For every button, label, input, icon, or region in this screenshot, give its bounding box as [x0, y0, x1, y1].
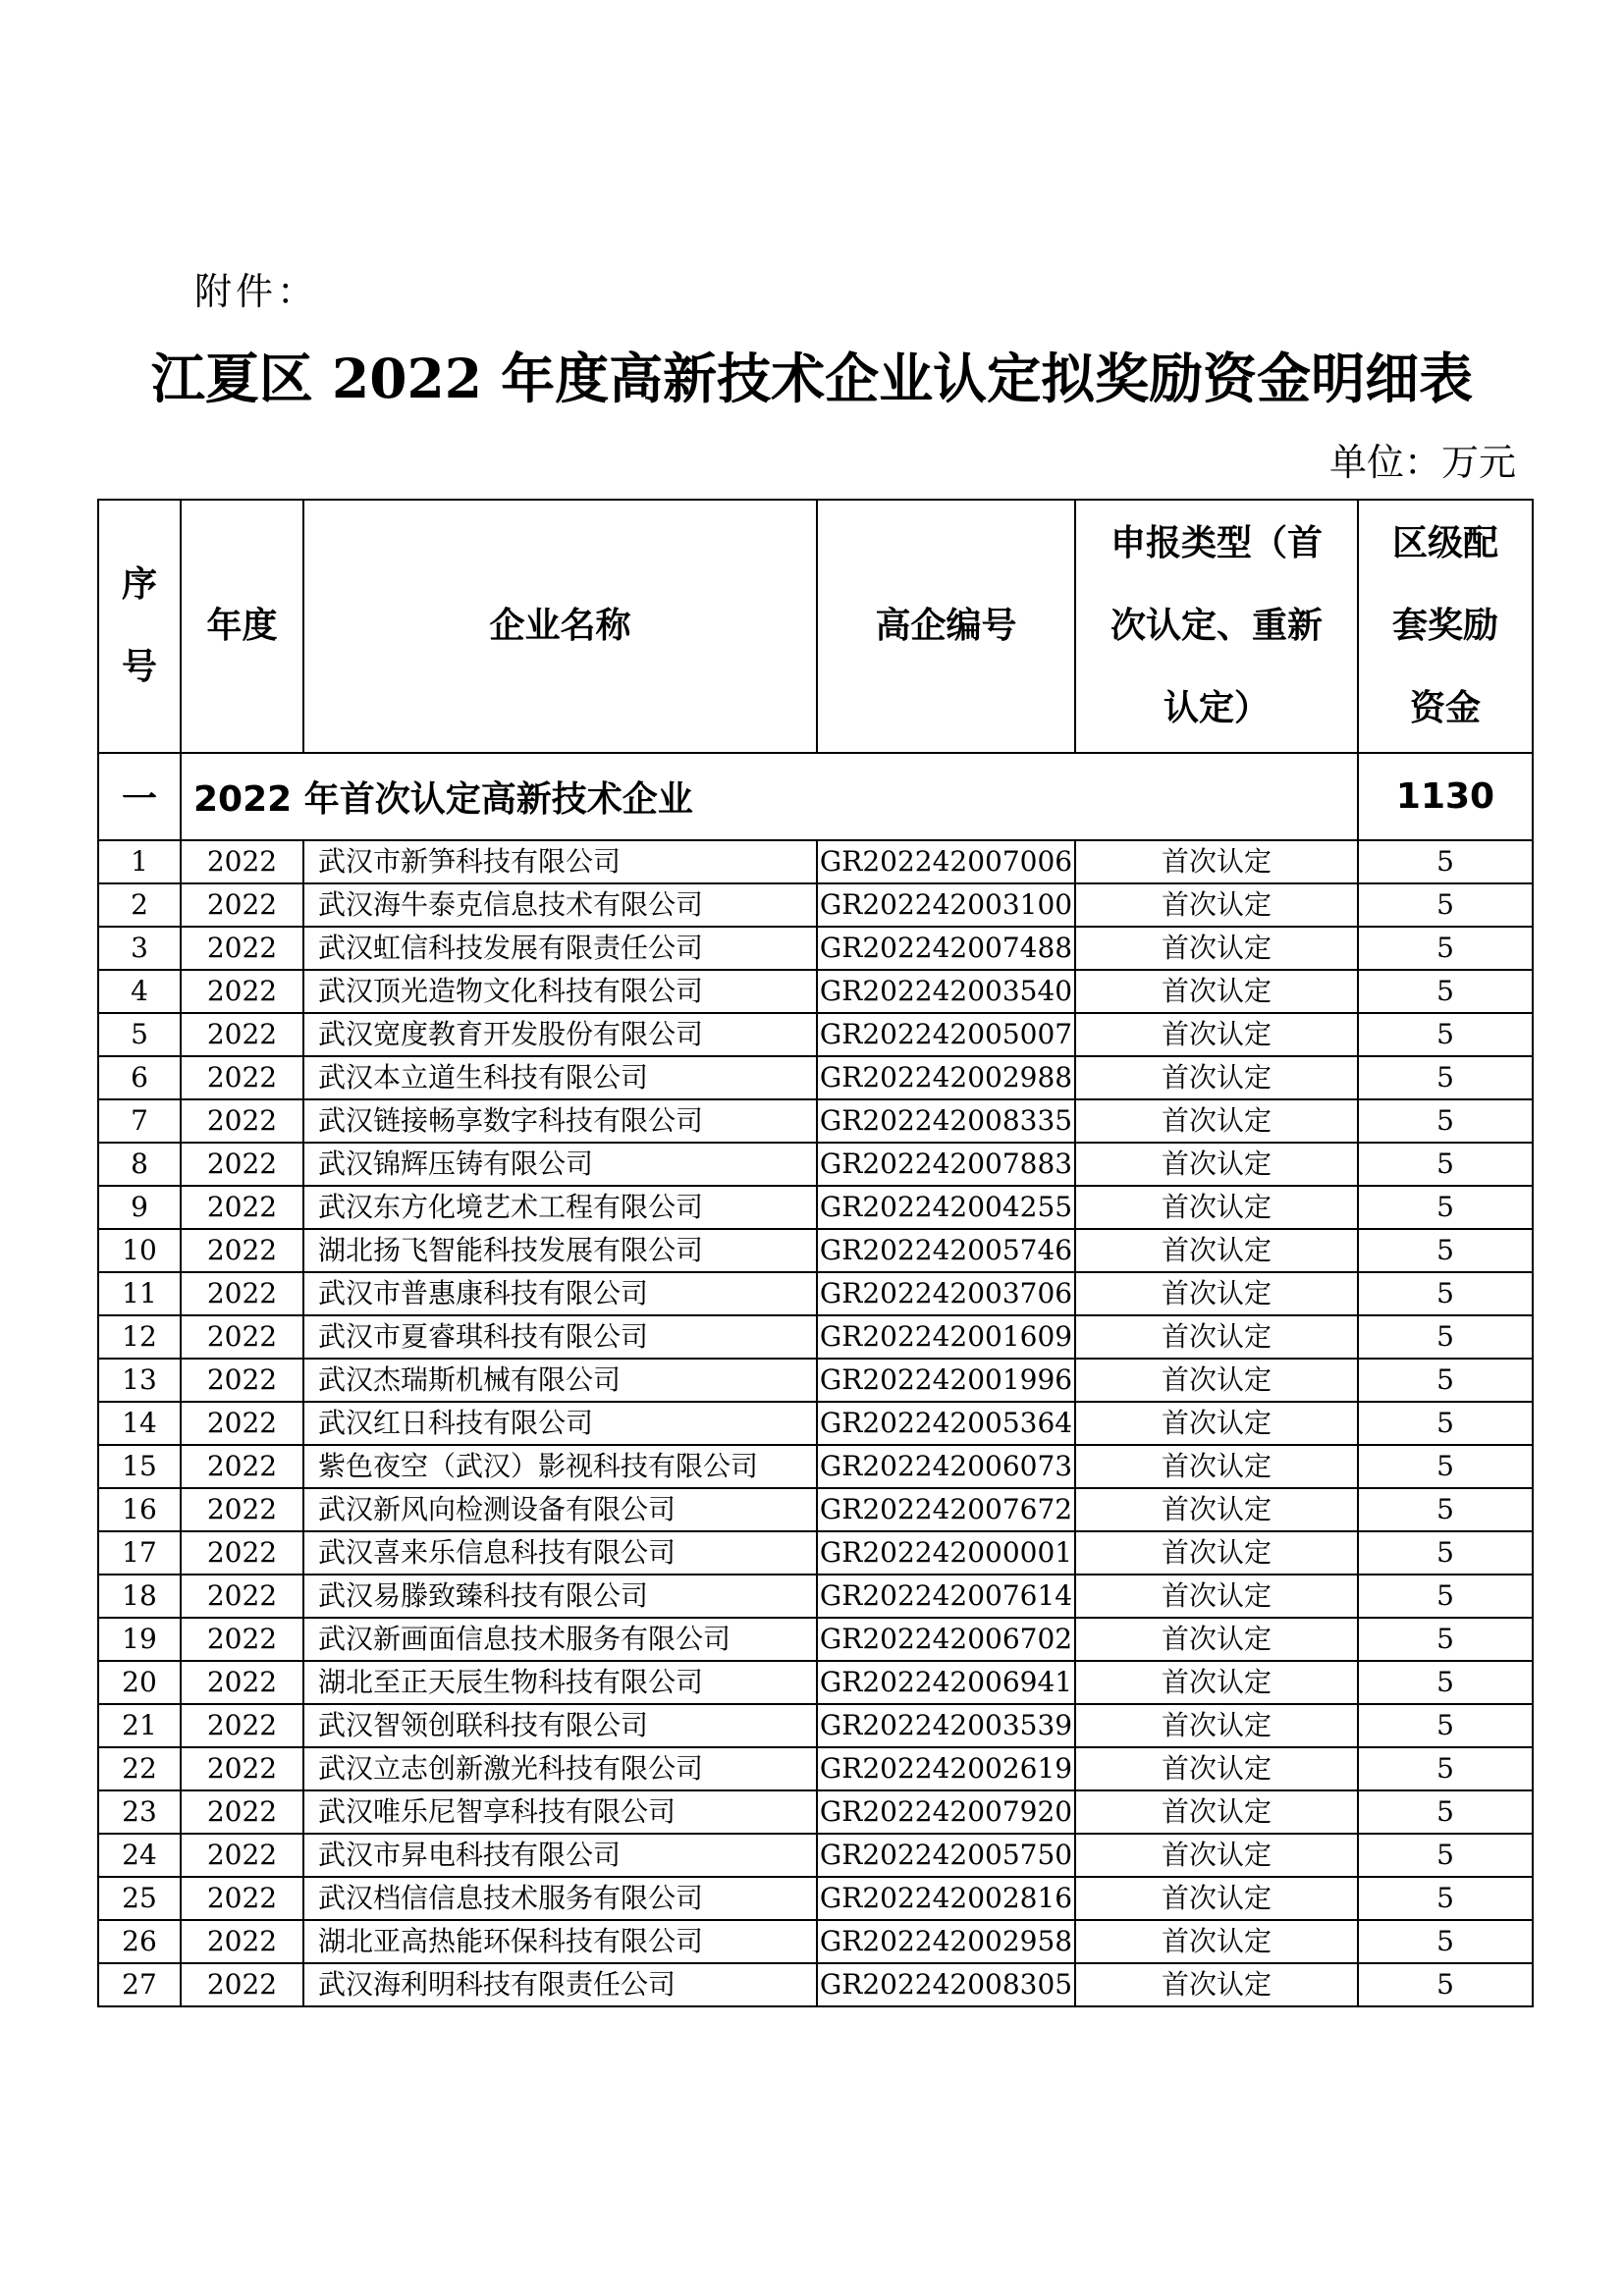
cell-reward: 5: [1358, 1143, 1533, 1186]
cell-code: GR202242005364: [817, 1402, 1075, 1445]
cell-year: 2022: [181, 927, 303, 970]
cell-year: 2022: [181, 1747, 303, 1790]
reward-table: [97, 499, 1534, 2007]
cell-type: 首次认定: [1075, 927, 1358, 970]
table-row: [98, 1359, 1533, 1402]
cell-type: 首次认定: [1075, 1445, 1358, 1488]
cell-reward: 5: [1358, 883, 1533, 927]
cell-company: 武汉新画面信息技术服务有限公司: [303, 1618, 817, 1661]
attachment-label: 附件：: [194, 270, 319, 313]
header-year: 年度: [181, 500, 303, 753]
table-row: [98, 1704, 1533, 1747]
cell-reward: 5: [1358, 1099, 1533, 1143]
cell-code: GR202242007672: [817, 1488, 1075, 1531]
cell-company: 武汉海牛泰克信息技术有限公司: [303, 883, 817, 927]
table-row: [98, 1229, 1533, 1272]
cell-seq: 4: [98, 970, 181, 1013]
section-index: 一: [98, 753, 181, 840]
cell-company: 武汉市普惠康科技有限公司: [303, 1272, 817, 1315]
cell-type: 首次认定: [1075, 1834, 1358, 1877]
cell-reward: 5: [1358, 1661, 1533, 1704]
cell-type: 首次认定: [1075, 1359, 1358, 1402]
cell-code: GR202242006702: [817, 1618, 1075, 1661]
cell-type: 首次认定: [1075, 1920, 1358, 1963]
table-row: [98, 1143, 1533, 1186]
cell-code: GR202242003539: [817, 1704, 1075, 1747]
cell-company: 湖北亚高热能环保科技有限公司: [303, 1920, 817, 1963]
table-row: [98, 1790, 1533, 1834]
cell-seq: 27: [98, 1963, 181, 2006]
section-row: [98, 753, 1533, 840]
cell-seq: 20: [98, 1661, 181, 1704]
table-row: [98, 1488, 1533, 1531]
cell-code: GR202242002816: [817, 1877, 1075, 1920]
cell-reward: 5: [1358, 1445, 1533, 1488]
cell-year: 2022: [181, 840, 303, 883]
cell-year: 2022: [181, 1575, 303, 1618]
cell-year: 2022: [181, 1315, 303, 1359]
cell-type: 首次认定: [1075, 1877, 1358, 1920]
cell-seq: 12: [98, 1315, 181, 1359]
table-row: [98, 1531, 1533, 1575]
cell-type: 首次认定: [1075, 1013, 1358, 1056]
cell-reward: 5: [1358, 1359, 1533, 1402]
cell-company: 湖北扬飞智能科技发展有限公司: [303, 1229, 817, 1272]
cell-year: 2022: [181, 1531, 303, 1575]
cell-year: 2022: [181, 1143, 303, 1186]
cell-type: 首次认定: [1075, 1143, 1358, 1186]
cell-reward: 5: [1358, 1963, 1533, 2006]
cell-seq: 11: [98, 1272, 181, 1315]
cell-company: 武汉唯乐尼智享科技有限公司: [303, 1790, 817, 1834]
cell-reward: 5: [1358, 1315, 1533, 1359]
header-reward: 区级配套奖励资金: [1358, 500, 1533, 753]
cell-code: GR202242001996: [817, 1359, 1075, 1402]
cell-type: 首次认定: [1075, 1229, 1358, 1272]
cell-year: 2022: [181, 1920, 303, 1963]
cell-code: GR202242005007: [817, 1013, 1075, 1056]
cell-code: GR202242006073: [817, 1445, 1075, 1488]
cell-seq: 23: [98, 1790, 181, 1834]
cell-year: 2022: [181, 1661, 303, 1704]
cell-seq: 13: [98, 1359, 181, 1402]
table-row: [98, 1056, 1533, 1099]
cell-type: 首次认定: [1075, 883, 1358, 927]
cell-seq: 24: [98, 1834, 181, 1877]
cell-year: 2022: [181, 1488, 303, 1531]
cell-company: 武汉市新笋科技有限公司: [303, 840, 817, 883]
cell-code: GR202242007614: [817, 1575, 1075, 1618]
section-title: 2022 年首次认定高新技术企业: [181, 753, 1358, 840]
table-row: [98, 1618, 1533, 1661]
cell-reward: 5: [1358, 1272, 1533, 1315]
table-row: [98, 1445, 1533, 1488]
cell-type: 首次认定: [1075, 1402, 1358, 1445]
table-row: [98, 1747, 1533, 1790]
cell-type: 首次认定: [1075, 1186, 1358, 1229]
cell-reward: 5: [1358, 1402, 1533, 1445]
table-row: [98, 840, 1533, 883]
cell-seq: 3: [98, 927, 181, 970]
cell-company: 武汉虹信科技发展有限责任公司: [303, 927, 817, 970]
cell-company: 武汉东方化境艺术工程有限公司: [303, 1186, 817, 1229]
cell-reward: 5: [1358, 1488, 1533, 1531]
cell-seq: 5: [98, 1013, 181, 1056]
cell-company: 武汉顶光造物文化科技有限公司: [303, 970, 817, 1013]
cell-code: GR202242002958: [817, 1920, 1075, 1963]
cell-reward: 5: [1358, 1747, 1533, 1790]
cell-reward: 5: [1358, 1013, 1533, 1056]
cell-code: GR202242007883: [817, 1143, 1075, 1186]
cell-year: 2022: [181, 1963, 303, 2006]
cell-year: 2022: [181, 1229, 303, 1272]
cell-reward: 5: [1358, 927, 1533, 970]
cell-seq: 25: [98, 1877, 181, 1920]
cell-company: 武汉易滕致臻科技有限公司: [303, 1575, 817, 1618]
table-row: [98, 1920, 1533, 1963]
header-code: 高企编号: [817, 500, 1075, 753]
cell-seq: 19: [98, 1618, 181, 1661]
cell-company: 武汉本立道生科技有限公司: [303, 1056, 817, 1099]
cell-type: 首次认定: [1075, 970, 1358, 1013]
cell-code: GR202242007488: [817, 927, 1075, 970]
table-row: [98, 883, 1533, 927]
cell-year: 2022: [181, 1099, 303, 1143]
cell-company: 武汉红日科技有限公司: [303, 1402, 817, 1445]
cell-year: 2022: [181, 1402, 303, 1445]
cell-code: GR202242001609: [817, 1315, 1075, 1359]
table-row: [98, 1099, 1533, 1143]
cell-company: 武汉智领创联科技有限公司: [303, 1704, 817, 1747]
header-type: 申报类型（首次认定、重新认定）: [1075, 500, 1358, 753]
cell-type: 首次认定: [1075, 1618, 1358, 1661]
cell-type: 首次认定: [1075, 1963, 1358, 2006]
cell-code: GR202242003706: [817, 1272, 1075, 1315]
cell-company: 武汉锦辉压铸有限公司: [303, 1143, 817, 1186]
cell-seq: 2: [98, 883, 181, 927]
cell-year: 2022: [181, 1618, 303, 1661]
cell-type: 首次认定: [1075, 1315, 1358, 1359]
cell-code: GR202242005746: [817, 1229, 1075, 1272]
cell-seq: 14: [98, 1402, 181, 1445]
cell-year: 2022: [181, 1272, 303, 1315]
cell-code: GR202242005750: [817, 1834, 1075, 1877]
cell-code: GR202242008335: [817, 1099, 1075, 1143]
cell-reward: 5: [1358, 1056, 1533, 1099]
table-header-row: [98, 500, 1533, 753]
header-seq: 序号: [98, 500, 181, 753]
cell-year: 2022: [181, 970, 303, 1013]
table-row: [98, 1877, 1533, 1920]
cell-seq: 18: [98, 1575, 181, 1618]
cell-type: 首次认定: [1075, 1747, 1358, 1790]
cell-year: 2022: [181, 1834, 303, 1877]
cell-reward: 5: [1358, 1229, 1533, 1272]
cell-year: 2022: [181, 1359, 303, 1402]
table-row: [98, 1186, 1533, 1229]
table-row: [98, 970, 1533, 1013]
cell-reward: 5: [1358, 1920, 1533, 1963]
table-row: [98, 927, 1533, 970]
cell-reward: 5: [1358, 1618, 1533, 1661]
cell-type: 首次认定: [1075, 1531, 1358, 1575]
cell-type: 首次认定: [1075, 1790, 1358, 1834]
cell-year: 2022: [181, 1445, 303, 1488]
cell-seq: 26: [98, 1920, 181, 1963]
cell-company: 湖北至正天辰生物科技有限公司: [303, 1661, 817, 1704]
cell-company: 武汉链接畅享数字科技有限公司: [303, 1099, 817, 1143]
table-row: [98, 1315, 1533, 1359]
cell-year: 2022: [181, 1186, 303, 1229]
cell-year: 2022: [181, 1877, 303, 1920]
cell-code: GR202242004255: [817, 1186, 1075, 1229]
cell-seq: 1: [98, 840, 181, 883]
table-row: [98, 1575, 1533, 1618]
section-total: 1130: [1358, 753, 1533, 840]
cell-reward: 5: [1358, 1704, 1533, 1747]
cell-year: 2022: [181, 1790, 303, 1834]
table-row: [98, 1402, 1533, 1445]
cell-code: GR202242007006: [817, 840, 1075, 883]
cell-company: 武汉喜来乐信息科技有限公司: [303, 1531, 817, 1575]
cell-code: GR202242003100: [817, 883, 1075, 927]
cell-seq: 21: [98, 1704, 181, 1747]
cell-type: 首次认定: [1075, 1661, 1358, 1704]
cell-company: 武汉杰瑞斯机械有限公司: [303, 1359, 817, 1402]
cell-code: GR202242002619: [817, 1747, 1075, 1790]
cell-type: 首次认定: [1075, 1099, 1358, 1143]
cell-type: 首次认定: [1075, 1575, 1358, 1618]
document-title: 江夏区 2022 年度高新技术企业认定拟奖励资金明细表: [150, 347, 1474, 410]
unit-label: 单位：万元: [1328, 441, 1516, 484]
cell-reward: 5: [1358, 840, 1533, 883]
table-row: [98, 1013, 1533, 1056]
table-row: [98, 1834, 1533, 1877]
cell-company: 武汉市夏睿琪科技有限公司: [303, 1315, 817, 1359]
cell-seq: 8: [98, 1143, 181, 1186]
cell-company: 紫色夜空（武汉）影视科技有限公司: [303, 1445, 817, 1488]
cell-reward: 5: [1358, 1877, 1533, 1920]
cell-reward: 5: [1358, 970, 1533, 1013]
cell-seq: 6: [98, 1056, 181, 1099]
cell-year: 2022: [181, 1056, 303, 1099]
cell-code: GR202242006941: [817, 1661, 1075, 1704]
cell-year: 2022: [181, 1013, 303, 1056]
cell-company: 武汉市昇电科技有限公司: [303, 1834, 817, 1877]
table-row: [98, 1661, 1533, 1704]
cell-company: 武汉宽度教育开发股份有限公司: [303, 1013, 817, 1056]
cell-code: GR202242000001: [817, 1531, 1075, 1575]
cell-type: 首次认定: [1075, 1704, 1358, 1747]
cell-code: GR202242003540: [817, 970, 1075, 1013]
header-company: 企业名称: [303, 500, 817, 753]
cell-code: GR202242002988: [817, 1056, 1075, 1099]
table-row: [98, 1272, 1533, 1315]
cell-type: 首次认定: [1075, 1272, 1358, 1315]
cell-reward: 5: [1358, 1186, 1533, 1229]
cell-reward: 5: [1358, 1834, 1533, 1877]
cell-company: 武汉档信信息技术服务有限公司: [303, 1877, 817, 1920]
cell-seq: 16: [98, 1488, 181, 1531]
cell-company: 武汉新风向检测设备有限公司: [303, 1488, 817, 1531]
cell-company: 武汉海利明科技有限责任公司: [303, 1963, 817, 2006]
cell-company: 武汉立志创新激光科技有限公司: [303, 1747, 817, 1790]
cell-code: GR202242007920: [817, 1790, 1075, 1834]
cell-type: 首次认定: [1075, 1056, 1358, 1099]
cell-seq: 17: [98, 1531, 181, 1575]
cell-seq: 22: [98, 1747, 181, 1790]
cell-year: 2022: [181, 883, 303, 927]
cell-reward: 5: [1358, 1575, 1533, 1618]
cell-seq: 15: [98, 1445, 181, 1488]
cell-year: 2022: [181, 1704, 303, 1747]
cell-seq: 10: [98, 1229, 181, 1272]
cell-reward: 5: [1358, 1790, 1533, 1834]
cell-reward: 5: [1358, 1531, 1533, 1575]
cell-type: 首次认定: [1075, 840, 1358, 883]
cell-seq: 9: [98, 1186, 181, 1229]
cell-code: GR202242008305: [817, 1963, 1075, 2006]
table-row: [98, 1963, 1533, 2006]
cell-seq: 7: [98, 1099, 181, 1143]
cell-type: 首次认定: [1075, 1488, 1358, 1531]
